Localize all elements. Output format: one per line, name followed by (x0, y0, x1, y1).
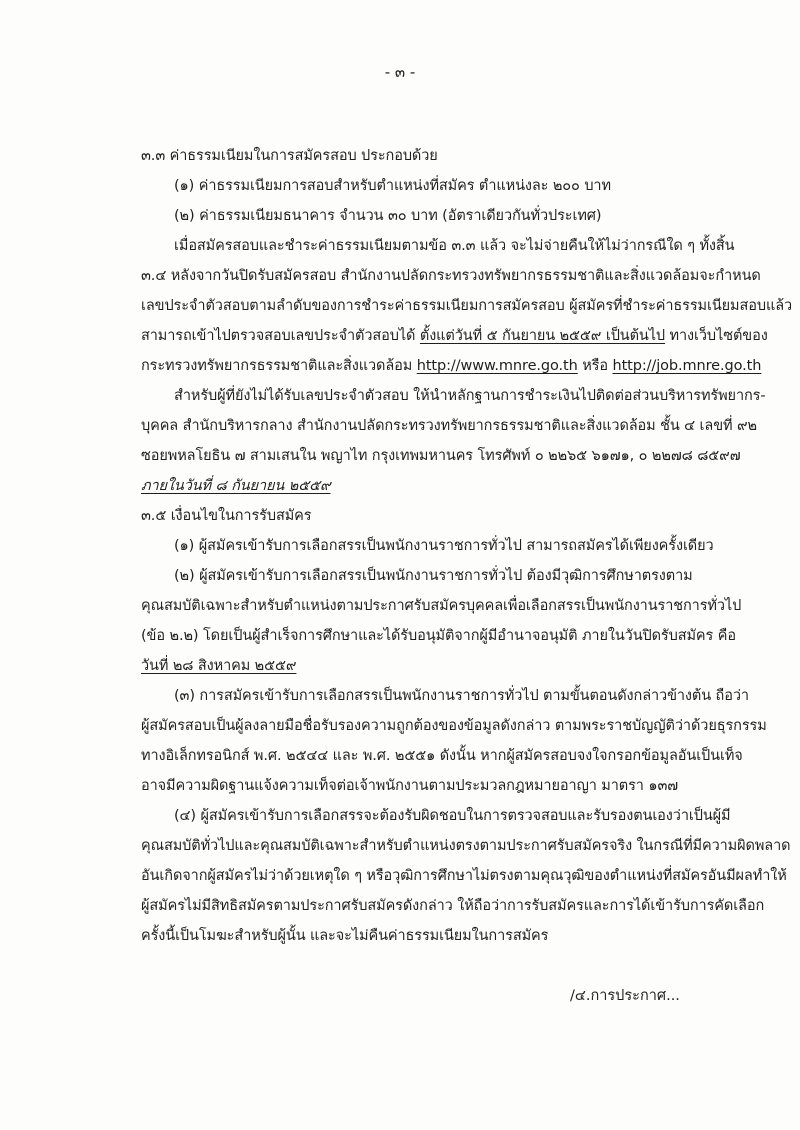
contact-line-1: สำหรับผู้ที่ยังไม่ได้รับเลขประจำตัวสอบ ให้นำหลักฐานการชำระเงินไปติดต่อส่วนบริหารทรัพยากร- (174, 388, 766, 404)
section-3-3-heading: ๓.๓ ค่าธรรมเนียมในการสมัครสอบ ประกอบด้วย (141, 148, 438, 164)
condition-2-line-2: คุณสมบัติเฉพาะสำหรับตำแหน่งตามประกาศรับสมัครบุคคลเพื่อเลือกสรรเป็นพนักงานราชการทั่วไป (141, 598, 742, 614)
fee-item-1: (๑) ค่าธรรมเนียมการสอบสำหรับตำแหน่งที่สมัคร ตำแหน่งละ ๒๐๐ บาท (174, 178, 611, 194)
condition-2-line-1: (๒) ผู้สมัครเข้ารับการเลือกสรรเป็นพนักงานราชการทั่วไป ต้องมีวุฒิการศึกษาตรงตาม (174, 568, 693, 584)
website-text: ทางเว็บไซต์ของ (665, 328, 768, 344)
section-3-4-line-3 (141, 326, 768, 346)
section-3-5-heading: ๓.๕ เงื่อนไขในการรับสมัคร (141, 508, 312, 524)
ministry-name: กระทรวงทรัพยากรธรรมชาติและสิ่งแวดล้อม (141, 358, 417, 374)
condition-4-line-1: (๔) ผู้สมัครเข้ารับการเลือกสรรจะต้องรับผิดชอบในการตรวจสอบและรับรองตนเองว่าเป็นผู้มี (174, 808, 731, 824)
condition-3-line-4: อาจมีความผิดฐานแจ้งความเท็จต่อเจ้าพนักงานตามประมวลกฎหมายอาญา มาตรา ๑๓๗ (141, 778, 679, 794)
check-id-text: สามารถเข้าไปตรวจสอบเลขประจำตัวสอบได้ (141, 328, 420, 344)
no-refund-note: เมื่อสมัครสอบและชำระค่าธรรมเนียมตามข้อ ๓.๓ แล้ว จะไม่จ่ายคืนให้ไม่ว่ากรณีใด ๆ ทั้งสิ้น (174, 238, 735, 254)
or-text: หรือ (577, 358, 613, 374)
fee-item-2: (๒) ค่าธรรมเนียมธนาคาร จำนวน ๓๐ บาท (อัตราเดียวกันทั่วประเทศ) (174, 208, 602, 224)
section-3-4-line-2: เลขประจำตัวสอบตามลำดับของการชำระค่าธรรมเนียมการสมัครสอบ ผู้สมัครที่ชำระค่าธรรมเนียมสอบแล้ว (141, 298, 793, 314)
condition-4-line-5: ครั้งนี้เป็นโมฆะสำหรับผู้นั้น และจะไม่คืนค่าธรรมเนียมในการสมัคร (141, 928, 549, 944)
check-date-underlined: ตั้งแต่วันที่ ๕ กันยายน ๒๕๕๙ เป็นต้นไป (419, 328, 666, 344)
condition-3-line-3: ทางอิเล็กทรอนิกส์ พ.ศ. ๒๕๔๔ และ พ.ศ. ๒๕๕๑ ดังนั้น หากผู้สมัครสอบจงใจกรอกข้อมูลอันเป็นเท็จ (141, 748, 743, 764)
condition-2-deadline: วันที่ ๒๘ สิงหาคม ๒๕๕๙ (141, 658, 297, 674)
section-3-4-line-1: ๓.๔ หลังจากวันปิดรับสมัครสอบ สำนักงานปลัดกระทรวงทรัพยากรธรรมชาติและสิ่งแวดล้อมจะกำหนด (141, 268, 761, 284)
contact-line-2: บุคคล สำนักบริหารกลาง สำนักงานปลัดกระทรวงทรัพยากรธรรมชาติและสิ่งแวดล้อม ชั้น ๔ เลขที่ ๙๒ (141, 418, 757, 434)
job-website-link[interactable]: http://job.mnre.go.th (612, 358, 762, 374)
condition-2-line-3: (ข้อ ๒.๒) โดยเป็นผู้สำเร็จการศึกษาและได้รับอนุมัติจากผู้มีอำนาจอนุมัติ ภายในวันปิดรับสมัคร คือ (141, 628, 736, 644)
condition-3-line-1: (๓) การสมัครเข้ารับการเลือกสรรเป็นพนักงานราชการทั่วไป ตามขั้นตอนดังกล่าวข้างต้น ถือว่า (174, 688, 749, 704)
condition-4-line-3: อันเกิดจากผู้สมัครไม่ว่าด้วยเหตุใด ๆ หรือวุฒิการศึกษาไม่ตรงตามคุณวุฒิของตำแหน่งที่สมัครอันมีผลทำให้ (141, 868, 787, 884)
section-3-4-line-4 (141, 356, 761, 376)
condition-4-line-2: คุณสมบัติทั่วไปและคุณสมบัติเฉพาะสำหรับตำแหน่งตรงตามประกาศรับสมัครจริง ในกรณีที่มีความผิดพลาด (141, 838, 791, 854)
condition-1: (๑) ผู้สมัครเข้ารับการเลือกสรรเป็นพนักงานราชการทั่วไป สามารถสมัครได้เพียงครั้งเดียว (174, 538, 714, 554)
mnre-website-link[interactable]: http://www.mnre.go.th (416, 358, 578, 374)
continuation-footer: /๔.การประกาศ... (570, 988, 680, 1004)
page-number: - ๓ - (384, 63, 416, 81)
contact-deadline: ภายในวันที่ ๘ กันยายน ๒๕๕๙ (141, 478, 331, 494)
contact-line-3: ซอยพหลโยธิน ๗ สามเสนใน พญาไท กรุงเทพมหานคร โทรศัพท์ ๐ ๒๒๖๕ ๖๑๗๑, ๐ ๒๒๗๘ ๘๕๙๗ (141, 448, 741, 464)
condition-4-line-4: ผู้สมัครไม่มีสิทธิสมัครตามประกาศรับสมัครดังกล่าว ให้ถือว่าการรับสมัครและการได้เข้ารับการคัดเลือก (141, 898, 765, 914)
condition-3-line-2: ผู้สมัครสอบเป็นผู้ลงลายมือชื่อรับรองความถูกต้องของข้อมูลดังกล่าว ตามพระราชบัญญัติว่าด้วยธุรกรรม (141, 718, 767, 734)
